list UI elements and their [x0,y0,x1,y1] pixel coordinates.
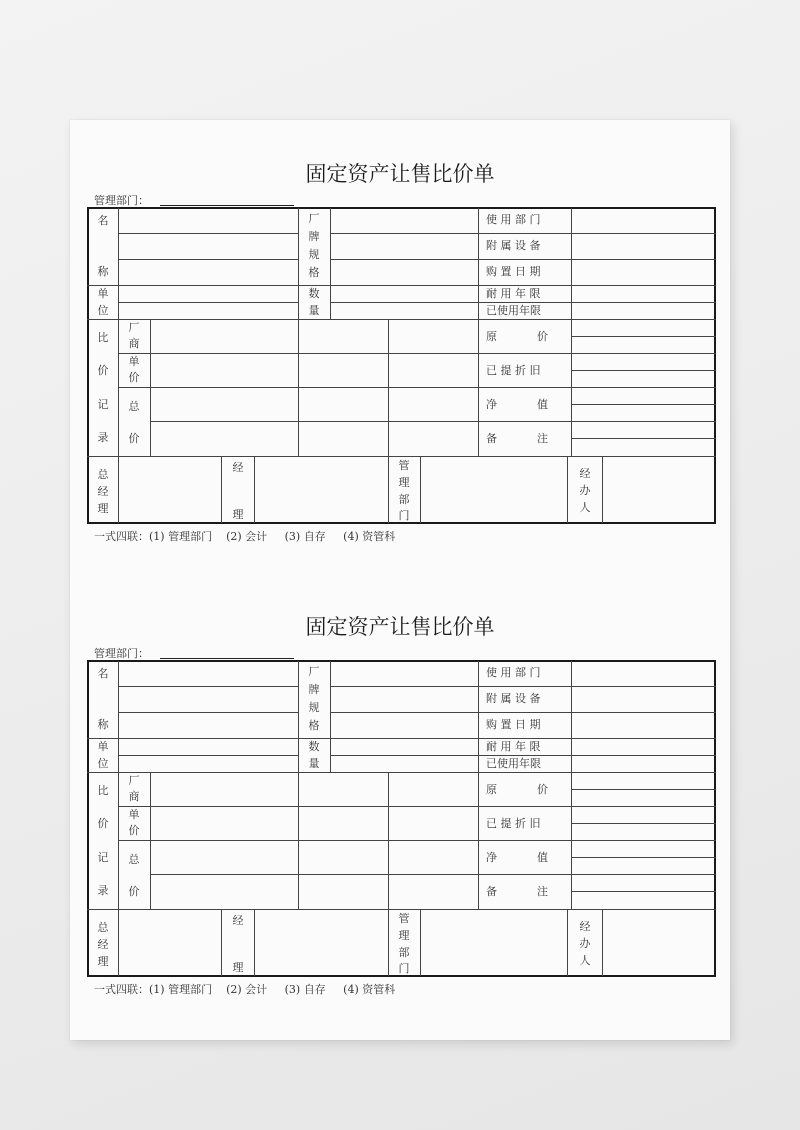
attached-equipment-field[interactable] [572,234,715,258]
total-price-6-field[interactable] [389,875,477,908]
used-years-field[interactable] [572,303,715,318]
label-compare-2: 记 [97,851,109,864]
divider [298,208,299,319]
total-price-3-field[interactable] [389,841,477,873]
vendor-1-field[interactable] [151,773,297,805]
label-unit-1: 单 [97,287,109,300]
label-total-price-0: 总 [128,400,140,413]
label-gm-0: 总 [97,468,109,481]
label-vendor-0: 厂 [128,321,140,334]
label-use-dept: 使 用 部 门 [486,213,541,226]
label-mgmt-dept-0: 管 [398,912,410,925]
brand-spec-field-1[interactable] [331,662,477,685]
name-field-1[interactable] [119,662,297,685]
quantity-field-2[interactable] [331,756,477,771]
unit-price-1-field[interactable] [151,354,297,386]
dept-label: 管理部门： [94,647,149,660]
label-total-price-0: 总 [128,853,140,866]
total-price-1-field[interactable] [151,841,297,873]
label-compare-3: 录 [97,884,109,897]
label-compare-1: 价 [97,364,109,377]
dept-label: 管理部门： [94,194,149,207]
label-handler-2: 人 [579,501,591,514]
label-net-value: 净 值 [486,398,548,411]
label-quantity-0: 数 [308,287,320,300]
quantity-field-1[interactable] [331,739,477,754]
label-handler-0: 经 [579,467,591,480]
unit-field-2[interactable] [119,756,297,771]
label-unit-1: 单 [97,740,109,753]
net-value-field[interactable] [572,388,715,420]
form-title: 固定资产让售比价单 [305,162,495,186]
label-accumulated-depreciation: 已 提 折 旧 [486,364,541,377]
label-vendor-1: 商 [128,337,140,350]
label-manager-0: 经 [232,914,244,927]
label-quantity-1: 量 [308,757,320,770]
unit-price-3-field[interactable] [389,354,477,386]
purchase-date-field[interactable] [572,713,715,737]
label-mgmt-dept-2: 部 [398,493,410,506]
label-handler-1: 办 [579,937,591,950]
unit-price-3-field[interactable] [389,807,477,839]
used-years-field[interactable] [572,756,715,771]
handler-signature-field[interactable] [603,910,715,975]
label-compare-0: 比 [97,331,109,344]
vendor-1-field[interactable] [151,320,297,352]
gm-signature-field[interactable] [119,910,220,975]
label-name-bottom: 称 [97,265,109,278]
label-used-years: 已使用年限 [486,757,541,770]
quantity-field-2[interactable] [331,303,477,318]
unit-price-2-field[interactable] [299,354,387,386]
label-unit-price-1: 价 [128,824,140,837]
copies-note: 一式四联：(1) 管理部门 (2) 会计 (3) 自存 (4) 资管科 [94,530,396,543]
label-gm-2: 理 [97,955,109,968]
remarks-field[interactable] [572,875,715,908]
label-remarks: 备 注 [486,432,548,445]
remarks-field[interactable] [572,422,715,455]
manager-signature-field[interactable] [255,910,387,975]
label-gm-1: 经 [97,938,109,951]
label-original-price: 原 价 [486,330,548,343]
total-price-2-field[interactable] [299,841,387,873]
label-brand-spec-3: 格 [308,719,320,732]
mgmt-dept-signature-field[interactable] [421,910,566,975]
service-life-field[interactable] [572,739,715,754]
divider [478,208,479,456]
name-field-3[interactable] [119,713,297,737]
divider [221,909,222,976]
unit-field-1[interactable] [119,286,297,301]
brand-spec-field-3[interactable] [331,713,477,737]
divider [298,661,299,772]
label-quantity-1: 量 [308,304,320,317]
price-comparison-form-2 [0,453,800,996]
label-gm-2: 理 [97,502,109,515]
label-manager-0: 经 [232,461,244,474]
label-name-bottom: 称 [97,718,109,731]
label-purchase-date: 购 置 日 期 [486,265,541,278]
label-brand-spec-1: 牌 [308,683,320,696]
vendor-2-field[interactable] [299,320,387,352]
use-dept-field[interactable] [572,662,715,685]
service-life-field[interactable] [572,286,715,301]
name-field-2[interactable] [119,234,297,258]
label-name-top: 名 [97,667,109,680]
label-unit-2: 位 [97,757,109,770]
label-attached-equipment: 附 属 设 备 [486,239,541,252]
brand-spec-field-2[interactable] [331,234,477,258]
price-comparison-form-1 [0,0,800,543]
total-price-4-field[interactable] [151,875,297,908]
unit-price-1-field[interactable] [151,807,297,839]
divider [478,661,479,909]
label-vendor-1: 商 [128,790,140,803]
original-price-field[interactable] [572,773,715,805]
label-manager-1: 理 [232,961,244,974]
label-mgmt-dept-1: 理 [398,476,410,489]
vendor-3-field[interactable] [389,320,477,352]
use-dept-field[interactable] [572,209,715,232]
label-service-life: 耐 用 年 限 [486,287,541,300]
attached-equipment-field[interactable] [572,687,715,711]
label-mgmt-dept-3: 门 [398,509,410,522]
label-purchase-date: 购 置 日 期 [486,718,541,731]
label-service-life: 耐 用 年 限 [486,740,541,753]
purchase-date-field[interactable] [572,260,715,284]
brand-spec-field-1[interactable] [331,209,477,232]
total-price-5-field[interactable] [299,422,387,455]
dept-input-line[interactable] [160,658,294,659]
label-mgmt-dept-1: 理 [398,929,410,942]
label-compare-2: 记 [97,398,109,411]
label-brand-spec-1: 牌 [308,230,320,243]
unit-field-1[interactable] [119,739,297,754]
label-unit-2: 位 [97,304,109,317]
label-use-dept: 使 用 部 门 [486,666,541,679]
total-price-1-field[interactable] [151,388,297,420]
label-unit-price-0: 单 [128,808,140,821]
vendor-3-field[interactable] [389,773,477,805]
quantity-field-1[interactable] [331,286,477,301]
label-vendor-0: 厂 [128,774,140,787]
accumulated-depreciation-field[interactable] [572,354,715,386]
label-compare-1: 价 [97,817,109,830]
label-original-price: 原 价 [486,783,548,796]
label-brand-spec-3: 格 [308,266,320,279]
label-name-top: 名 [97,214,109,227]
unit-price-2-field[interactable] [299,807,387,839]
label-remarks: 备 注 [486,885,548,898]
label-brand-spec-0: 厂 [308,665,320,678]
name-field-1[interactable] [119,209,297,232]
divider [567,909,568,976]
copies-note: 一式四联：(1) 管理部门 (2) 会计 (3) 自存 (4) 资管科 [94,983,396,996]
net-value-field[interactable] [572,841,715,873]
label-gm-1: 经 [97,485,109,498]
label-total-price-1: 价 [128,885,140,898]
total-price-4-field[interactable] [151,422,297,455]
original-price-field[interactable] [572,320,715,352]
label-handler-1: 办 [579,484,591,497]
dept-input-line[interactable] [160,205,294,206]
label-unit-price-0: 单 [128,355,140,368]
label-mgmt-dept-3: 门 [398,962,410,975]
label-net-value: 净 值 [486,851,548,864]
label-attached-equipment: 附 属 设 备 [486,692,541,705]
label-quantity-0: 数 [308,740,320,753]
label-brand-spec-2: 规 [308,701,320,714]
vendor-2-field[interactable] [299,773,387,805]
label-mgmt-dept-2: 部 [398,946,410,959]
label-brand-spec-2: 规 [308,248,320,261]
total-price-3-field[interactable] [389,388,477,420]
name-field-2[interactable] [119,687,297,711]
brand-spec-field-2[interactable] [331,687,477,711]
label-brand-spec-0: 厂 [308,212,320,225]
brand-spec-field-3[interactable] [331,260,477,284]
unit-field-2[interactable] [119,303,297,318]
label-used-years: 已使用年限 [486,304,541,317]
label-accumulated-depreciation: 已 提 折 旧 [486,817,541,830]
label-gm-0: 总 [97,921,109,934]
label-manager-1: 理 [232,508,244,521]
total-price-5-field[interactable] [299,875,387,908]
form-title: 固定资产让售比价单 [305,615,495,639]
name-field-3[interactable] [119,260,297,284]
label-compare-0: 比 [97,784,109,797]
label-mgmt-dept-0: 管 [398,459,410,472]
total-price-6-field[interactable] [389,422,477,455]
label-handler-0: 经 [579,920,591,933]
label-handler-2: 人 [579,954,591,967]
total-price-2-field[interactable] [299,388,387,420]
accumulated-depreciation-field[interactable] [572,807,715,839]
label-compare-3: 录 [97,431,109,444]
label-total-price-1: 价 [128,432,140,445]
label-unit-price-1: 价 [128,371,140,384]
